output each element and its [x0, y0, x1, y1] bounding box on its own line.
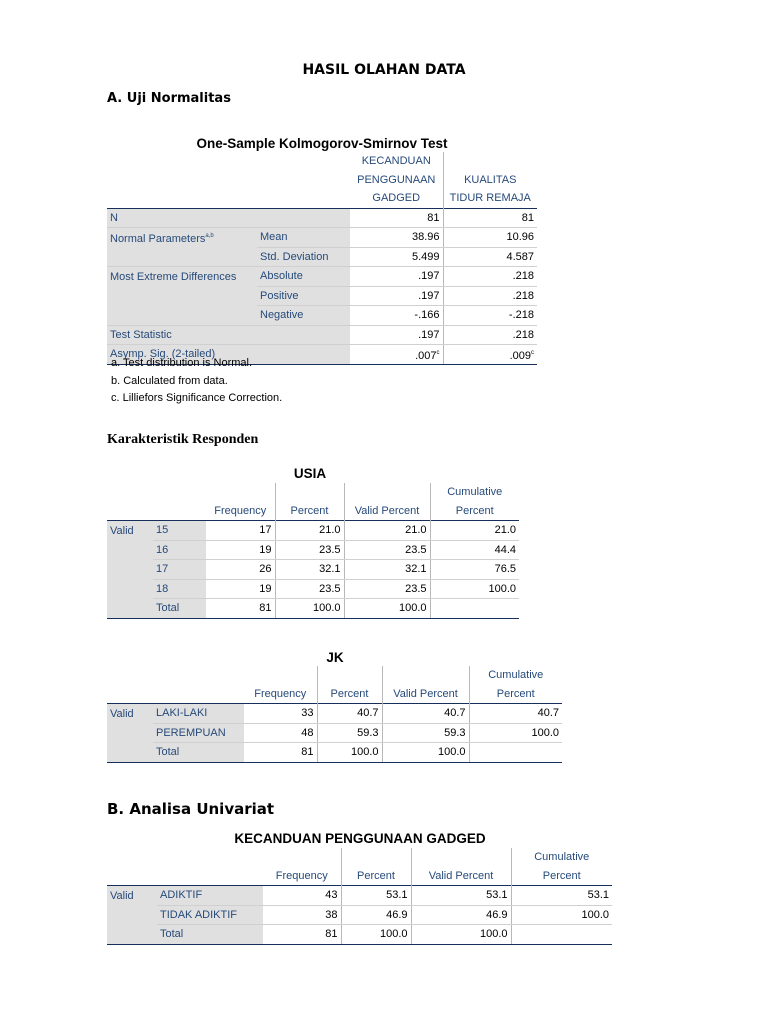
document-title: HASIL OLAHAN DATA [302, 62, 466, 78]
usia-cumulative-header-2: Percent [430, 502, 519, 521]
usia-freq: 19 [206, 579, 275, 599]
jk-header-row-2 [107, 685, 562, 704]
usia-valid-label: Valid [107, 521, 153, 541]
usia-row-label: 16 [153, 540, 206, 560]
kecanduan-title: KECANDUAN PENGGUNAAN GADGED [234, 831, 486, 846]
ks-asymp-v2: .009$^c$ [443, 345, 537, 365]
kecanduan-row-total [107, 925, 612, 945]
ks-positive-v2: .218 [443, 286, 537, 306]
jk-frequency-header: Frequency [254, 687, 307, 700]
usia-frequency-header: Frequency [214, 504, 267, 517]
ks-col1-header-line3: GADGED [372, 192, 421, 205]
ks-row-absolute [107, 267, 537, 287]
jk-table [107, 666, 562, 763]
usia-row-16 [107, 540, 519, 560]
ks-col1-header-line1: KECANDUAN [361, 155, 431, 168]
usia-percent-header: Percent [275, 502, 344, 521]
jk-title: JK [326, 650, 344, 665]
usia-valid: 23.5 [344, 540, 430, 560]
usia-valid: 21.0 [344, 521, 430, 541]
usia-pct: 23.5 [275, 579, 344, 599]
kecanduan-cumulative-header-1: Cumulative [511, 848, 612, 867]
kecanduan-valid-percent-header: Valid Percent [411, 867, 511, 886]
ks-footnote-c: c. Lilliefors Significance Correction. [111, 392, 283, 404]
ks-header-row-2 [107, 171, 537, 190]
usia-row-label: 15 [153, 521, 206, 541]
usia-total-freq: 81 [206, 599, 275, 619]
usia-row-15 [107, 521, 519, 541]
ks-col1-header-line2: PENGGUNAAN [357, 173, 436, 186]
ks-col2-header-line2: TIDUR REMAJA [443, 189, 537, 208]
usia-total-label: Total [153, 599, 206, 619]
ks-row-mean [107, 228, 537, 248]
ks-n-v1: 81 [350, 208, 443, 228]
ks-test-title: One-Sample Kolmogorov-Smirnov Test [196, 136, 448, 151]
kecanduan-freq: 43 [263, 886, 341, 906]
usia-pct: 21.0 [275, 521, 344, 541]
ks-test-statistic-v1: .197 [350, 325, 443, 345]
usia-total-pct: 100.0 [275, 599, 344, 619]
ks-positive-label: Positive [257, 286, 350, 306]
ks-mean-label: Mean [257, 228, 350, 248]
ks-n-v2: 81 [443, 208, 537, 228]
ks-header-row-1 [107, 152, 537, 171]
ks-asymp-label: Asymp. Sig. (2-tailed) [107, 345, 350, 365]
jk-cumulative-header-1: Cumulative [469, 666, 562, 685]
kecanduan-cum: 100.0 [511, 905, 612, 925]
jk-row-perempuan [107, 723, 562, 743]
ks-std-v2: 4.587 [443, 247, 537, 267]
jk-row-laki-laki [107, 704, 562, 724]
ks-most-extreme-label: Most Extreme Differences [107, 267, 257, 287]
ks-row-negative [107, 306, 537, 326]
ks-negative-label: Negative [257, 306, 350, 326]
ks-normal-params-label: Normal Parameters$^{a,b}$ [107, 228, 257, 248]
kecanduan-frequency-header: Frequency [275, 869, 328, 882]
ks-row-std [107, 247, 537, 267]
usia-freq: 17 [206, 521, 275, 541]
ks-footnote-a: a. Test distribution is Normal. [111, 357, 253, 369]
kecanduan-row-adiktif [107, 886, 612, 906]
ks-mean-v1: 38.96 [350, 228, 443, 248]
ks-std-v1: 5.499 [350, 247, 443, 267]
jk-valid-label: Valid [107, 704, 153, 724]
usia-cumulative-header-1: Cumulative [430, 483, 519, 502]
kecanduan-table [107, 848, 612, 945]
usia-freq: 19 [206, 540, 275, 560]
jk-header-row-1 [107, 666, 562, 685]
ks-row-positive [107, 286, 537, 306]
kecanduan-cumulative-header-2: Percent [511, 867, 612, 886]
usia-row-18 [107, 579, 519, 599]
kecanduan-total-freq: 81 [263, 925, 341, 945]
kecanduan-percent-header: Percent [341, 867, 411, 886]
jk-freq: 33 [244, 704, 317, 724]
kecanduan-valid: 53.1 [411, 886, 511, 906]
usia-row-total [107, 599, 519, 619]
kecanduan-row-label: ADIKTIF [157, 886, 263, 906]
usia-cum: 44.4 [430, 540, 519, 560]
usia-row-label: 18 [153, 579, 206, 599]
ks-absolute-label: Absolute [257, 267, 350, 287]
jk-row-label: PEREMPUAN [153, 723, 244, 743]
kecanduan-cum: 53.1 [511, 886, 612, 906]
kecanduan-total-pct: 100.0 [341, 925, 411, 945]
kecanduan-row-tidak-adiktif [107, 905, 612, 925]
usia-valid: 23.5 [344, 579, 430, 599]
usia-total-valid: 100.0 [344, 599, 430, 619]
usia-row-17 [107, 560, 519, 580]
ks-std-label: Std. Deviation [257, 247, 350, 267]
usia-table [107, 483, 519, 619]
ks-test-statistic-label: Test Statistic [107, 325, 350, 345]
jk-valid: 59.3 [382, 723, 469, 743]
jk-cumulative-header-2: Percent [469, 685, 562, 704]
karakteristik-heading: Karakteristik Responden [107, 432, 259, 447]
kecanduan-pct: 53.1 [341, 886, 411, 906]
kecanduan-pct: 46.9 [341, 905, 411, 925]
jk-cum: 40.7 [469, 704, 562, 724]
ks-test-table [107, 152, 537, 365]
ks-positive-v1: .197 [350, 286, 443, 306]
kecanduan-valid-label: Valid [107, 886, 157, 906]
kecanduan-freq: 38 [263, 905, 341, 925]
usia-row-label: 17 [153, 560, 206, 580]
usia-freq: 26 [206, 560, 275, 580]
jk-freq: 48 [244, 723, 317, 743]
ks-col2-header-line1: KUALITAS [443, 171, 537, 190]
ks-test-statistic-v2: .218 [443, 325, 537, 345]
usia-pct: 23.5 [275, 540, 344, 560]
ks-header-row-3 [107, 189, 537, 208]
kecanduan-header-row-2 [107, 867, 612, 886]
ks-footnote-b: b. Calculated from data. [111, 375, 228, 387]
kecanduan-header-row-1 [107, 848, 612, 867]
kecanduan-row-label: TIDAK ADIKTIF [157, 905, 263, 925]
usia-valid-percent-header: Valid Percent [344, 502, 430, 521]
ks-n-label: N [107, 208, 350, 228]
section-b-heading: B. Analisa Univariat [107, 800, 275, 818]
jk-cum: 100.0 [469, 723, 562, 743]
ks-negative-v2: -.218 [443, 306, 537, 326]
ks-mean-v2: 10.96 [443, 228, 537, 248]
usia-cum: 21.0 [430, 521, 519, 541]
ks-absolute-v1: .197 [350, 267, 443, 287]
jk-pct: 59.3 [317, 723, 382, 743]
usia-header-row-2 [107, 502, 519, 521]
jk-percent-header: Percent [317, 685, 382, 704]
usia-cum: 76.5 [430, 560, 519, 580]
jk-row-total [107, 743, 562, 763]
usia-pct: 32.1 [275, 560, 344, 580]
ks-row-n [107, 208, 537, 228]
ks-row-test-statistic [107, 325, 537, 345]
kecanduan-total-label: Total [157, 925, 263, 945]
kecanduan-total-valid: 100.0 [411, 925, 511, 945]
ks-asymp-v1: .007$^c$ [350, 345, 443, 365]
usia-title: USIA [293, 466, 327, 481]
jk-total-freq: 81 [244, 743, 317, 763]
ks-negative-v1: -.166 [350, 306, 443, 326]
jk-valid-percent-header: Valid Percent [382, 685, 469, 704]
jk-row-label: LAKI-LAKI [153, 704, 244, 724]
jk-pct: 40.7 [317, 704, 382, 724]
jk-total-pct: 100.0 [317, 743, 382, 763]
jk-total-label: Total [153, 743, 244, 763]
ks-absolute-v2: .218 [443, 267, 537, 287]
jk-valid: 40.7 [382, 704, 469, 724]
usia-valid: 32.1 [344, 560, 430, 580]
kecanduan-valid: 46.9 [411, 905, 511, 925]
usia-header-row-1 [107, 483, 519, 502]
section-a-heading: A. Uji Normalitas [107, 91, 231, 106]
usia-cum: 100.0 [430, 579, 519, 599]
jk-total-valid: 100.0 [382, 743, 469, 763]
